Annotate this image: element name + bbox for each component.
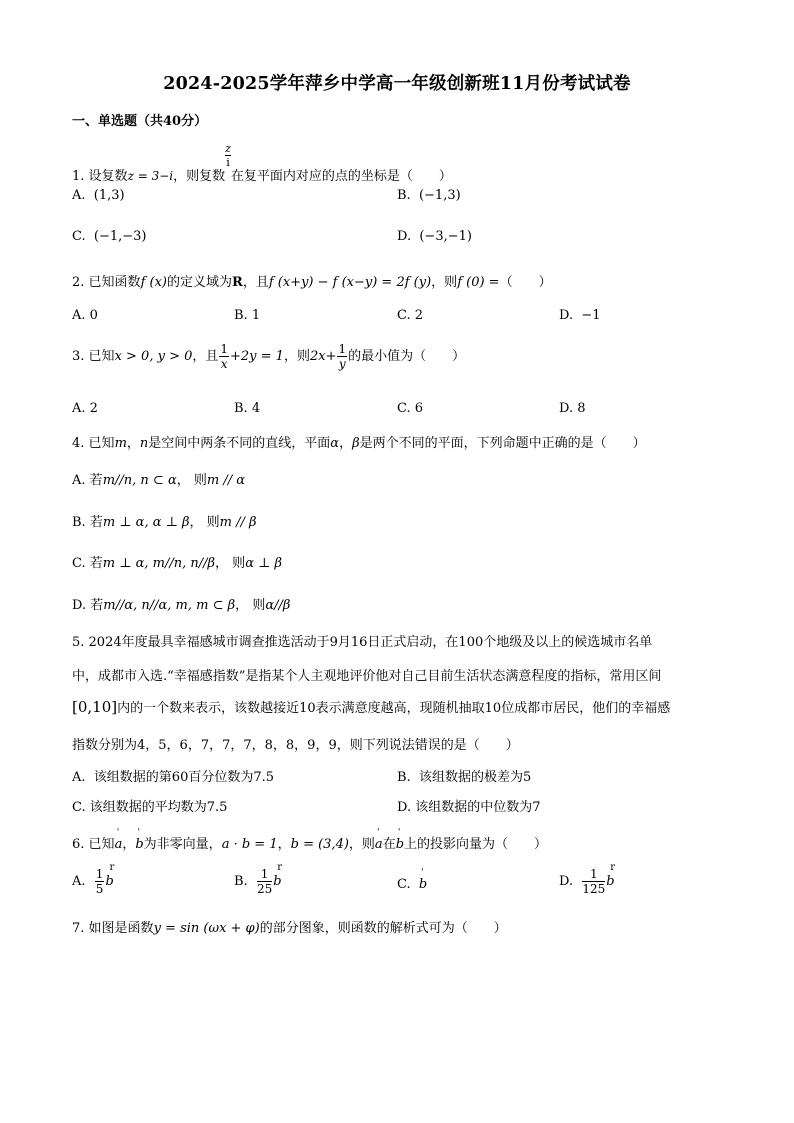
page-title: 2024-2025学年萍乡中学高一年级创新班11月份考试试卷: [163, 74, 631, 94]
question-1-option-a[interactable]: A. (1,3): [72, 188, 125, 203]
question-5-line-4: 指数分别为4，5，6，7，7，7，8，8，9，9，则下列说法错误的是（ ）: [72, 738, 519, 753]
question-5-line-2: 中，成都市入选.“幸福感指数”是指某个人主观地评价他对自己目前生活状态满意程度的指标，常用区间: [72, 669, 662, 684]
question-1-option-d[interactable]: D. (−3,−1): [397, 229, 472, 244]
question-1-stem: 1. 设复数z = 3−i，则复数 $\frac{z}{i}$ 在复平面内对应的点的坐标是（ ）: [72, 142, 452, 184]
question-1-option-b[interactable]: B. (−1,3): [397, 188, 461, 203]
question-7-stem: 7. 如图是函数y = sin (ωx + φ)的部分图象，则函数的解析式可为（ ）: [72, 921, 507, 936]
question-2-option-b[interactable]: B. 1: [234, 308, 261, 323]
fraction-1-over-y: $\frac{1}{y}$: [338, 342, 347, 371]
question-5-option-c[interactable]: C. 该组数据的平均数为7.5: [72, 800, 228, 815]
question-6-option-b[interactable]: B. $\frac{1}{25}$ r b: [234, 868, 282, 895]
question-6-stem: 6. 已知ˈ a，ˈ b为非零向量，a · b = 1，b = (3,4)，则ˈ a在ˈ b上的投影向量为（ ）: [72, 833, 547, 852]
question-5-option-b[interactable]: B. 该组数据的极差为5: [397, 770, 532, 785]
section-heading: 一、单选题（共40分）: [72, 114, 208, 129]
question-3-option-d[interactable]: D. 8: [559, 401, 586, 416]
question-4-option-c[interactable]: C. 若m ⊥ α, m//n, n//β， 则α ⊥ β: [72, 556, 282, 571]
question-4-option-a[interactable]: A. 若m//n, n ⊂ α， 则m // α: [72, 473, 246, 488]
question-5-option-a[interactable]: A. 该组数据的第60百分位数为7.5: [72, 770, 275, 785]
question-6-option-a[interactable]: A. $\frac{1}{5}$ r b: [72, 868, 114, 895]
question-4-option-d[interactable]: D. 若m//α, n//α, m, m ⊂ β， 则α//β: [72, 598, 291, 613]
question-5-line-1: 5. 2024年度最具幸福感城市调查推选活动于9月16日正式启动，在100个地级及以上的候选城市名单: [72, 635, 653, 650]
fraction-1-over-x: $\frac{1}{x}$: [220, 342, 229, 371]
question-2-option-d[interactable]: D. −1: [559, 308, 601, 323]
question-3-stem: 3. 已知x > 0, y > 0，且 $\frac{1}{x}$ +2y = 1，则2x+ $\frac{1}{y}$ 的最小值为（ ）: [72, 342, 466, 371]
question-4-option-b[interactable]: B. 若m ⊥ α, α ⊥ β， 则m // β: [72, 515, 257, 530]
question-3-option-c[interactable]: C. 6: [397, 401, 424, 416]
question-6-option-c[interactable]: C. ˈ b: [397, 877, 427, 892]
fraction-z-over-i: $\frac{z}{i}$: [225, 142, 231, 169]
question-2-option-c[interactable]: C. 2: [397, 308, 424, 323]
question-3-option-b[interactable]: B. 4: [234, 401, 261, 416]
question-2-option-a[interactable]: A. 0: [72, 308, 98, 323]
question-5-option-d[interactable]: D. 该组数据的中位数为7: [397, 800, 541, 815]
question-4-stem: 4. 已知m，n是空间中两条不同的直线，平面α，β是两个不同的平面，下列命题中正确的是（ ）: [72, 436, 646, 451]
question-3-option-a[interactable]: A. 2: [72, 401, 98, 416]
question-2-stem: 2. 已知函数f (x)的定义域为R，且f (x+y) − f (x−y) = 2f (y)，则f (0) =（ ）: [72, 275, 552, 290]
question-6-option-d[interactable]: D. $\frac{1}{125}$ r b: [559, 868, 615, 895]
question-5-line-3: [0,10]内的一个数来表示，该数越接近10表示满意度越高，现随机抽取10位成都市居民，他们的幸福感: [72, 698, 671, 716]
question-1-option-c[interactable]: C. (−1,−3): [72, 229, 147, 244]
